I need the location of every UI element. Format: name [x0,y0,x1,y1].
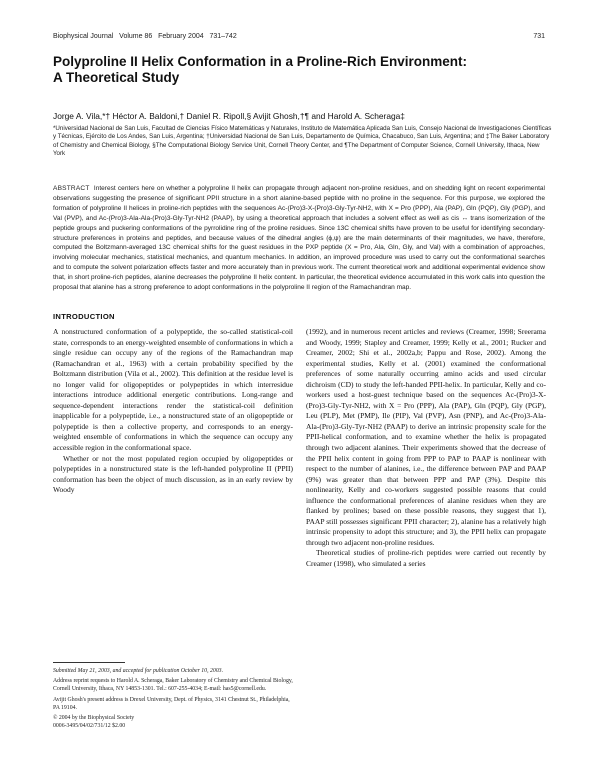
journal-pages: 731–742 [209,33,237,40]
affiliations: *Universidad Nacional de San Luis, Facultad de Ciencias Físico Matemáticas y Naturales, Instituto de Matemática Aplicada San Luis, Consejo Nacional de Investigaciones Científicas y Técnicas, Ejército de Los Andes, San Luis, Argentina; †Universidad Nacional de San Luis, Departamento de Química, Chacabuco, San Luis, Argentina; and ‡The Baker Laboratory of Chemistry and Chemical Biology, §The Computational Biology Service Unit, Cornell Theory Center, and ¶The Department of Computer Science, Cornell University, Ithaca, New York [53,125,552,157]
journal-volume: Volume 86 [119,33,153,40]
left-column [53,327,293,496]
right-paragraph-2: Theoretical studies of proline-rich peptides were carried out recently by Creamer (1998), who simulated a series [306,548,546,569]
abstract-label: ABSTRACT [53,185,90,192]
title-line-1: Polyproline II Helix Conformation in a Proline-Rich Environment: [53,54,468,69]
intro-paragraph-2: Whether or not the most populated region occupied by oligopeptides or polypeptides in a nonstructured state is the left-handed polyproline II (PPII) conformation has been the object of much discussion, as in an early review by Woody [53,453,293,495]
title-line-2: A Theoretical Study [53,70,180,85]
footnote-address: Address reprint requests to Harold A. Scheraga, Baker Laboratory of Chemistry and Chemical Biology, Cornell University, Ithaca, NY 14853-1301. Tel.: 607-255-4034; E-mail: has5@cornell.edu. [53,678,293,693]
running-header [53,33,545,40]
footnote-issn: 0006-3495/04/02/731/12 $2.00 [53,723,126,730]
author-list: Jorge A. Vila,*† Héctor A. Baldoni,† Daniel R. Ripoll,§ Avijit Ghosh,†¶ and Harold A. Scheraga‡ [53,111,405,121]
footnote-copyright: © 2004 by the Biophysical Society [53,715,135,722]
section-heading-introduction: INTRODUCTION [53,312,115,321]
journal-info [53,33,237,40]
right-column [306,327,546,570]
footnote-divider [53,662,125,663]
footnotes [53,667,293,732]
journal-name: Biophysical Journal [53,33,114,40]
right-paragraph-1: (1992), and in numerous recent articles and reviews (Creamer, 1998; Sreerama and Woody, 1999; Stapley and Creamer, 1999; Kelly et al., 2001; Rucker and Creamer, 2002; Shi et al., 2002a,b; Pappu and Rose, 2002). Among the experimental studies, Kelly et al. (2001) examined the conformational preferences of some naturally occurring amino acids and used circular dichroism (CD) to study the left-handed PPII-helix. In particular, Kelly and co-workers used a host-guest technique based on the sequences Ac-(Pro)3-X-(Pro)3-Gly-Tyr-NH2, with X = Pro (PPP), Ala (PAP), Gln (PQP), Gly (PGP), Leu (PLP), Met (PMP), Ile (PIP), Val (PVP), Asn (PNP), and Ac-(Pro)3-Ala-Ala-(Pro)3-Gly-Tyr-NH2 (PAAP) to derive an intrinsic propensity scale for the PPII-helical conformation, and to examine whether the helix is propagated through two adjacent alanines. Their experiments showed that the decrease of the PPII helix content in going from PPP to PAP to PAAP is nonlinear with respect to the number of alanines, i.e., the difference between PAP and PAAP (9%) was greater than that between PPP and PAP (3%). Despite this nonlinearity, Kelly and co-workers suggested possible reasons that could influence the conformational preferences of alanine residues when they are flanked by prolines; based on these possible reasons, they suggest that 1), PAAP still possesses significant PPII character; 2), alanine has a relatively high intrinsic propensity to adopt this structure; and 3), the PPII helix can propagate through two adjacent non-proline residues. [306,327,546,547]
abstract [53,184,545,293]
abstract-text: Interest centers here on whether a polyproline II helix can propagate through adjacent non-proline residues, and on shedding light on recent experimental observations suggesting the presence of significant PPII structure in a short alanine-based peptide with no proline in the sequence. For this purpose, we explored the formation of polyproline II helices in proline-rich peptides with the sequences Ac-(Pro)3-X-(Pro)3-Gly-Tyr-NH2, with X = Pro (PPP), Ala (PAP), Gln (PQP), Gly (PGP), and Val (PVP), and Ac-(Pro)3-Ala-Ala-(Pro)3-Gly-Tyr-NH2 (PAAP), by using a theoretical approach that includes a solvent effect as well as cis ↔ trans isomerization of the peptide groups and puckering conformations of the pyrrolidine ring of the proline residues. Since 13C chemical shifts have proven to be useful for identifying secondary-structure preferences in proteins and peptides, and because values of the dihedral angles (ϕ,ψ) are the main determinants of their magnitudes, we have, therefore, computed the Boltzmann-averaged 13C chemical shifts for the guest residues in the PXP peptide (X = Pro, Ala, Gln, Gly, and Val) with a combination of approaches, involving molecular mechanics, statistical mechanics, and quantum mechanics. In addition, an improved procedure was used to carry out the conformational searches and to compute the solvent polarization effects faster and more accurately than in previous work. The current theoretical work and additional experimental evidence show that, in short proline-rich peptides, alanine decreases the polyproline II helix content. In particular, the theoretical evidence accumulated in this work calls into question the proposal that alanine has a strong preference to adopt conformations in the polyproline II region of the Ramachandran map. [53,185,546,292]
journal-date: February 2004 [158,33,204,40]
page-number: 731 [533,33,545,40]
footnote-present-address: Avijit Ghosh's present address is Drexel University, Dept. of Physics, 3141 Chestnut St., Philadelphia, PA 19104. [53,696,290,711]
footnote-submitted: Submitted May 21, 2003, and accepted for publication October 10, 2003. [53,668,224,674]
paper-title [53,54,553,86]
intro-paragraph-1: A nonstructured conformation of a polypeptide, the so-called statistical-coil state, corresponds to an energy-weighted ensemble of conformations in which a single residue can occupy any of the regions of the Ramachandran map (Ramachandran et al., 1963) with a certain probability specified by the Boltzmann distribution (Vila et al., 2002). This definition at the residue level is no longer valid for oligopeptides or polypeptides in which interresidue interactions introduce additional energetic contributions. Long-range and sequence-dependent interactions render the statistical-coil definition inapplicable for a polypeptide, i.e., a nonstructured state of an oligopeptide or polypeptide is then a collective property, and corresponds to an energy-weighted ensemble of conformations in which the sequence can occupy any accessible region in the conformational space. [53,327,293,453]
